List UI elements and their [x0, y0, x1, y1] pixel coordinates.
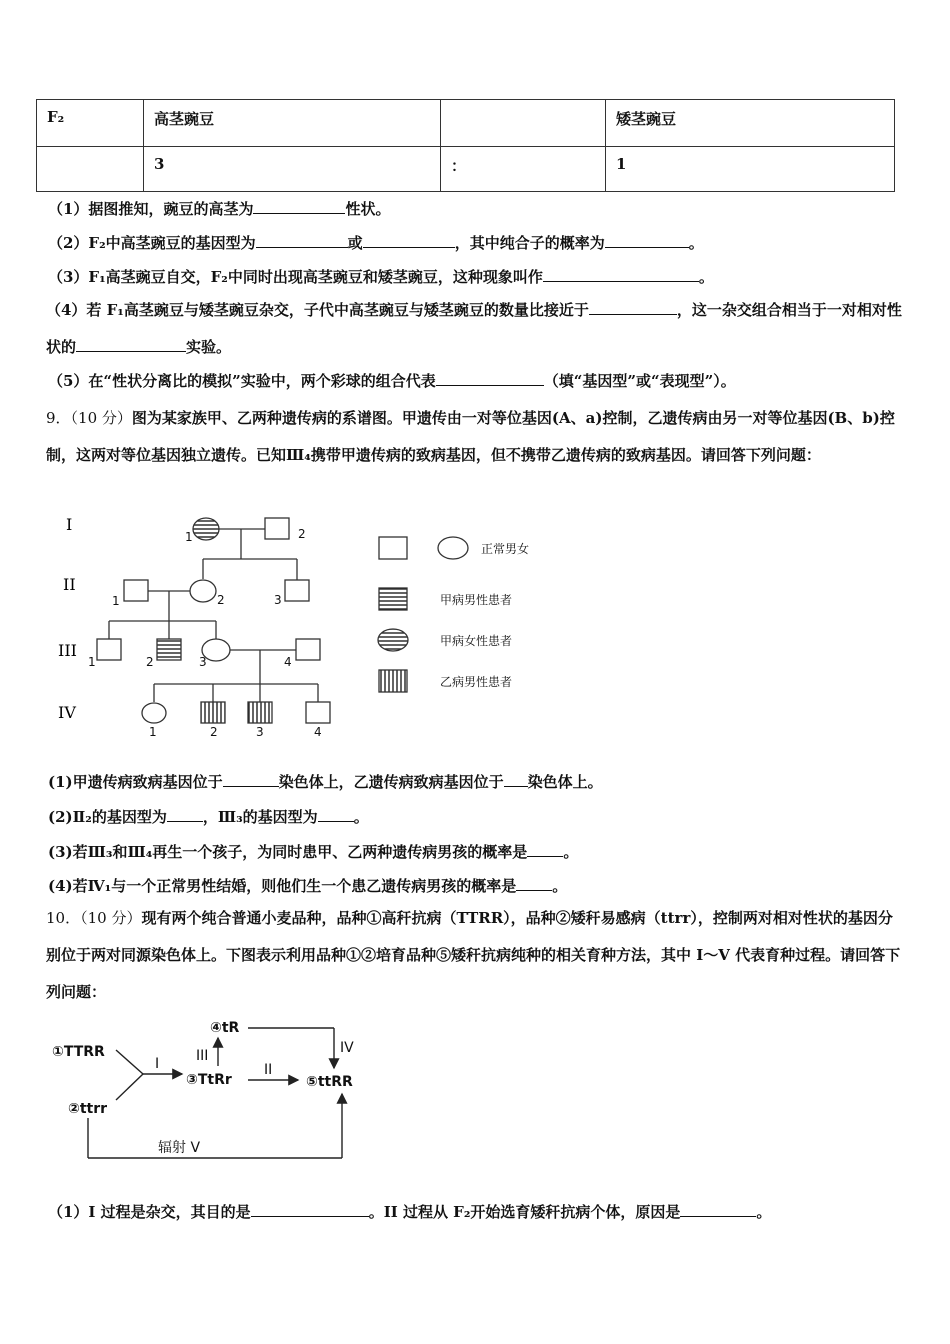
- q9-answer4-end: 。: [552, 877, 568, 895]
- q10-answer1-end: 。: [756, 1203, 772, 1221]
- q9-answer2-text: (2)Ⅱ₂的基因型为: [48, 808, 167, 826]
- q9-answer1-text: (1)甲遗传病致病基因位于: [48, 773, 223, 791]
- table-cell: [441, 100, 606, 147]
- q8-part4-end: 实验。: [186, 338, 232, 356]
- individual-number: 1: [88, 655, 96, 669]
- q8-part5-end: （填“基因型”或“表现型”）。: [543, 372, 736, 390]
- q9-answer4: [48, 876, 567, 896]
- pedigree-II3-male: [285, 580, 309, 601]
- individual-number: 4: [284, 655, 292, 669]
- q8-part2: [48, 233, 704, 253]
- table-cell: F₂: [37, 100, 144, 147]
- individual-number: 1: [149, 725, 157, 739]
- individual-number: 1: [112, 594, 120, 608]
- node-ttrr-target: ⑤ttRR: [306, 1074, 353, 1090]
- q9-answer2-end: 。: [353, 808, 369, 826]
- q9-answer1-mid: 染色体上，乙遗传病致病基因位于: [278, 773, 504, 791]
- q10-stem: [46, 900, 904, 1011]
- q8-part2-mid: 或: [347, 234, 363, 252]
- q8-part5-text: （5）在“性状分离比的模拟”实验中，两个彩球的组合代表: [48, 372, 436, 390]
- q9-answer1-end: 染色体上。: [527, 773, 603, 791]
- answer-blank[interactable]: [543, 267, 699, 282]
- q10-stem-text: 现有两个纯合普通小麦品种，品种①高秆抗病（TTRR），品种②矮秆易感病（ttrr），控制两对相对性状的基因分别位于两对同源染色体上。下图表示利用品种①②培育品种⑤矮秆抗病纯种的相关育种方法，其中 I～V 代表育种过程。请回答下列问题：: [46, 909, 901, 1001]
- table-row: [37, 147, 895, 192]
- legend-label: 乙病男性患者: [440, 675, 513, 689]
- answer-blank[interactable]: [253, 199, 345, 214]
- table-cell: 1: [606, 147, 895, 192]
- legend-label: 甲病男性患者: [440, 593, 513, 607]
- individual-number: 2: [298, 527, 306, 541]
- q10-answer1: [48, 1202, 771, 1222]
- table-cell: 高茎豌豆: [144, 100, 441, 147]
- generation-label: II: [63, 575, 76, 594]
- pedigree-II1-male: [124, 580, 148, 601]
- q9-stem: [46, 400, 904, 474]
- legend-label: 正常男女: [481, 542, 530, 556]
- individual-number: 2: [217, 593, 225, 607]
- q8-part1-tail: 性状。: [345, 200, 391, 218]
- q8-part4: [46, 292, 904, 366]
- q9-answer4-text: (4)若Ⅳ₁与一个正常男性结婚，则他们生一个患乙遗传病男孩的概率是: [48, 877, 517, 895]
- q10-answer1-mid: 。II 过程从 F₂开始选育矮秆抗病个体，原因是: [368, 1203, 681, 1221]
- process-label: I: [155, 1056, 160, 1072]
- answer-blank[interactable]: [76, 337, 186, 352]
- table-row: [37, 100, 895, 147]
- table-cell: 矮茎豌豆: [606, 100, 895, 147]
- pedigree-III1-male: [97, 639, 121, 660]
- legend-affected-male-a-symbol: [379, 588, 407, 610]
- answer-blank[interactable]: [680, 1202, 756, 1217]
- q8-part2-tail: ，其中纯合子的概率为: [454, 234, 605, 252]
- q8-part1-text: （1）据图推知，豌豆的高茎为: [48, 200, 254, 218]
- individual-number: 2: [146, 655, 154, 669]
- q8-part5: [48, 371, 736, 391]
- q8-part2-end: 。: [688, 234, 704, 252]
- legend-affected-male-b-symbol: [379, 670, 407, 692]
- q8-part2-text: （2）F₂中高茎豌豆的基因型为: [48, 234, 256, 252]
- answer-blank[interactable]: [167, 807, 203, 822]
- node-ttrr-hybrid: ③TtRr: [186, 1072, 232, 1088]
- q8-part1: [48, 199, 390, 219]
- pedigree-I2-male: [265, 518, 289, 539]
- pedigree-III2-affected-male-a: [157, 639, 181, 660]
- individual-number: 2: [210, 725, 218, 739]
- q9-answer2-mid: ，Ⅲ₃的基因型为: [202, 808, 318, 826]
- table-cell: [37, 147, 144, 192]
- individual-number: 3: [256, 725, 264, 739]
- process-label: III: [196, 1048, 209, 1064]
- q8-part4-text: （4）若 F₁高茎豌豆与矮茎豌豆杂交，子代中高茎豌豆与矮茎豌豆的数量比接近于: [46, 301, 589, 319]
- question-number: 10．（10 分）: [46, 909, 142, 927]
- process-label: IV: [340, 1040, 354, 1056]
- q9-answer3: [48, 842, 578, 862]
- q9-stem-text: 图为某家族甲、乙两种遗传病的系谱图。甲遗传由一对等位基因(A、a)控制，乙遗传病由另一对等位基因(B、b)控制，这两对等位基因独立遗传。已知Ⅲ₄携带甲遗传病的致病基因，但不携带乙遗传病的致病基因。请回答下列问题：: [46, 409, 895, 464]
- table-cell: ：: [441, 147, 606, 192]
- pedigree-IV2-affected-male-b: [201, 702, 225, 723]
- q8-part3-text: （3）F₁高茎豌豆自交，F₂中同时出现高茎豌豆和矮茎豌豆，这种现象叫作: [48, 268, 543, 286]
- answer-blank[interactable]: [223, 772, 279, 787]
- node-ttrr-parent: ①TTRR: [52, 1044, 105, 1060]
- legend-male-symbol: [379, 537, 407, 559]
- node-ttrr-recessive: ②ttrr: [68, 1101, 108, 1117]
- f2-table: [36, 99, 895, 192]
- breeding-diagram: [48, 1014, 378, 1168]
- question-number: 9．（10 分）: [46, 409, 132, 427]
- pedigree-IV4-male: [306, 702, 330, 723]
- legend-label: 甲病女性患者: [440, 634, 513, 648]
- answer-blank[interactable]: [504, 772, 528, 787]
- pedigree-III4-male: [296, 639, 320, 660]
- individual-number: 3: [274, 593, 282, 607]
- table-cell: 3: [144, 147, 441, 192]
- answer-blank[interactable]: [436, 371, 544, 386]
- q9-answer3-end: 。: [563, 843, 579, 861]
- answer-blank[interactable]: [251, 1202, 369, 1217]
- pedigree-diagram: [48, 508, 568, 740]
- answer-blank[interactable]: [516, 876, 552, 891]
- node-tr-gamete: ④tR: [210, 1020, 240, 1036]
- generation-label: IV: [58, 703, 76, 722]
- answer-blank[interactable]: [318, 807, 354, 822]
- individual-number: 4: [314, 725, 322, 739]
- q10-answer1-text: （1）I 过程是杂交，其目的是: [48, 1203, 251, 1221]
- pedigree-IV1-female: [142, 703, 166, 723]
- pedigree-I1-affected-female: [193, 518, 219, 540]
- q8-part4-mid: ，这一杂交组合相当于一对相对性状的: [46, 301, 902, 356]
- pedigree-IV3-affected-male-b: [248, 702, 272, 723]
- q9-answer3-text: (3)若Ⅲ₃和Ⅲ₄再生一个孩子，为同时患甲、乙两种遗传病男孩的概率是: [48, 843, 528, 861]
- q8-part3: [48, 267, 714, 287]
- generation-label: I: [66, 515, 73, 534]
- generation-label: III: [58, 641, 77, 660]
- q9-answer2: [48, 807, 369, 827]
- legend-affected-female-a-symbol: [378, 629, 408, 651]
- individual-number: 3: [199, 655, 207, 669]
- q8-part3-end: 。: [698, 268, 714, 286]
- answer-blank[interactable]: [589, 300, 677, 315]
- process-label: II: [264, 1062, 273, 1078]
- answer-blank[interactable]: [363, 233, 455, 248]
- process-label: 辐射 V: [158, 1140, 201, 1156]
- individual-number: 1: [185, 530, 193, 544]
- q9-answer1: [48, 772, 603, 792]
- legend-female-symbol: [438, 537, 468, 559]
- answer-blank[interactable]: [527, 842, 563, 857]
- answer-blank[interactable]: [256, 233, 348, 248]
- pedigree-II2-female: [190, 580, 216, 602]
- answer-blank[interactable]: [605, 233, 689, 248]
